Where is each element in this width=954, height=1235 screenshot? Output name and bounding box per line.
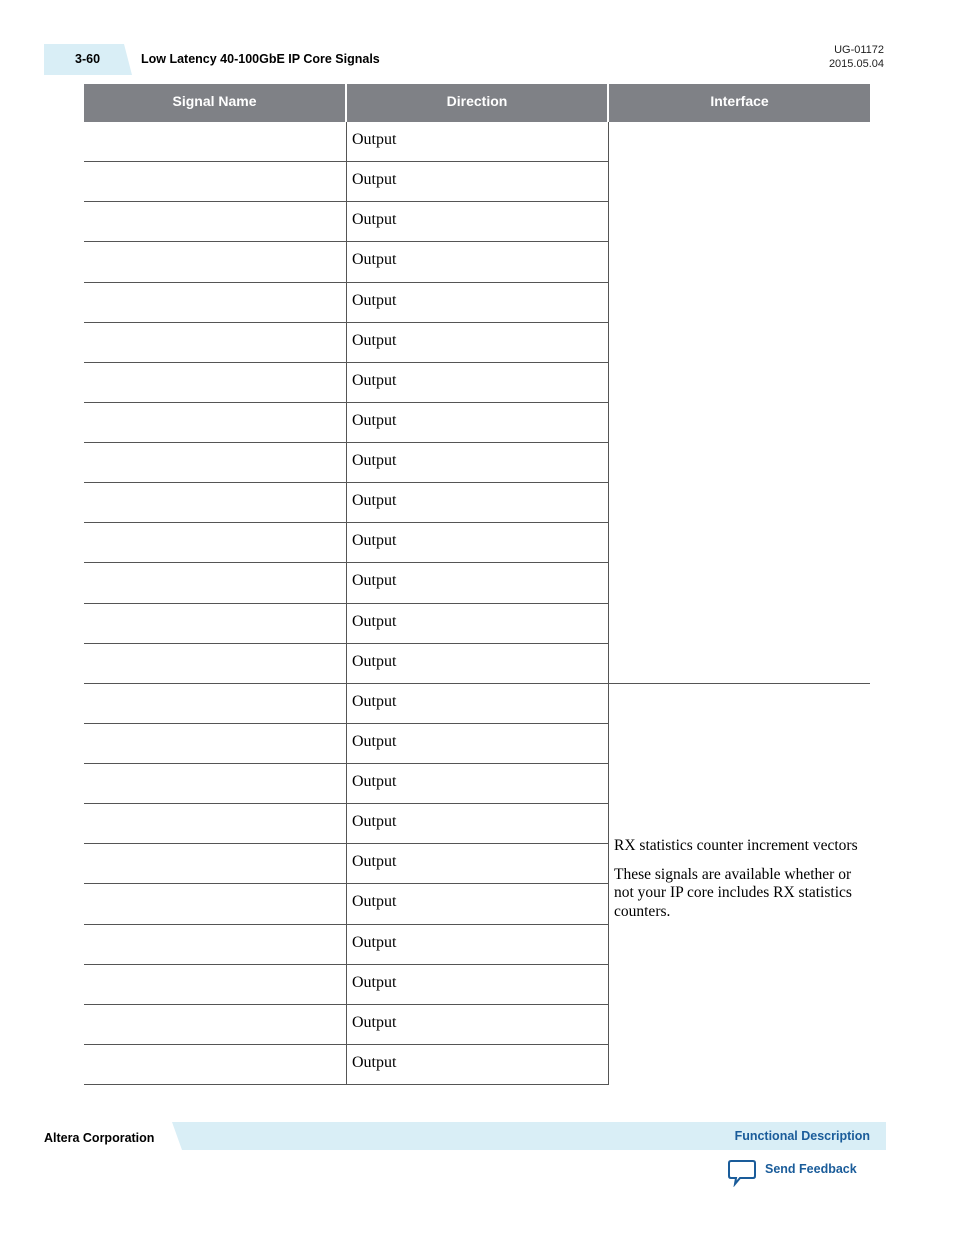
signal-name-cell [84, 724, 346, 764]
direction-cell: Output [352, 492, 397, 510]
interface-cell [609, 684, 870, 1085]
direction-cell: Output [352, 411, 397, 429]
signal-name-cell [84, 323, 346, 363]
direction-cell: Output [352, 532, 397, 550]
table-header [84, 84, 870, 122]
direction-cell: Output [352, 251, 397, 269]
direction-cell: Output [352, 692, 397, 710]
direction-cell: Output [352, 773, 397, 790]
interface-description: These signals are available whether or not your IP core includes RX statistics counters. [614, 865, 852, 920]
signal-name-cell [84, 644, 346, 684]
column-header-direction: Direction [347, 84, 607, 122]
page-number: 3-60 [75, 52, 101, 66]
signal-name-cell [84, 563, 346, 603]
signal-name-cell [84, 162, 346, 202]
direction-cell: Output [352, 1013, 397, 1031]
document-date: 2015.05.04 [828, 58, 884, 70]
direction-cell: Output [352, 973, 397, 991]
signal-name-cell [84, 925, 346, 965]
signal-name-cell [84, 363, 346, 403]
section-link[interactable]: Functional Description [734, 1129, 870, 1143]
direction-cell: Output [352, 652, 397, 670]
column-header-interface: Interface [609, 84, 870, 122]
direction-cell: Output [352, 853, 397, 871]
direction-cell: Output [352, 1053, 397, 1071]
direction-cell: Output [352, 371, 397, 389]
signal-name-cell [84, 242, 346, 282]
direction-cell: Output [352, 813, 397, 831]
direction-cell: Output [352, 933, 397, 951]
direction-cell: Output [352, 732, 397, 750]
page-title: Low Latency 40-100GbE IP Core Signals [141, 52, 380, 66]
signal-name-cell [84, 604, 346, 644]
direction-cell: Output [352, 893, 397, 911]
signal-name-cell [84, 1045, 346, 1085]
column-header-signal-name: Signal Name [84, 84, 345, 122]
document-info [829, 43, 884, 71]
signal-name-cell [84, 1005, 346, 1045]
signal-name-cell [84, 523, 346, 563]
signal-name-cell [84, 283, 346, 323]
signal-name-cell [84, 403, 346, 443]
signal-name-cell [84, 684, 346, 724]
direction-cell: Output [352, 612, 397, 630]
signal-name-cell [84, 443, 346, 483]
signal-name-cell [84, 844, 346, 884]
signal-name-cell [84, 764, 346, 804]
direction-cell: Output [352, 572, 397, 590]
direction-cell: Output [352, 211, 397, 229]
direction-cell: Output [352, 291, 397, 309]
signal-name-cell [84, 804, 346, 844]
direction-cell: Output [352, 331, 397, 349]
direction-cell: Output [352, 452, 397, 469]
signal-name-cell [84, 122, 346, 162]
column-divider [346, 122, 347, 1085]
signal-name-cell [84, 202, 346, 242]
signal-name-cell [84, 884, 346, 924]
send-feedback-label: Send Feedback [765, 1162, 857, 1176]
direction-cell: Output [352, 131, 397, 148]
direction-cell: Output [352, 171, 397, 189]
interface-description: RX statistics counter increment vectors [614, 837, 858, 855]
speech-bubble-icon [727, 1159, 757, 1187]
interface-cell [609, 122, 870, 684]
signal-name-cell [84, 965, 346, 1005]
company-name: Altera Corporation [44, 1131, 155, 1145]
document-id: UG-01172 [834, 44, 884, 56]
signal-name-cell [84, 483, 346, 523]
